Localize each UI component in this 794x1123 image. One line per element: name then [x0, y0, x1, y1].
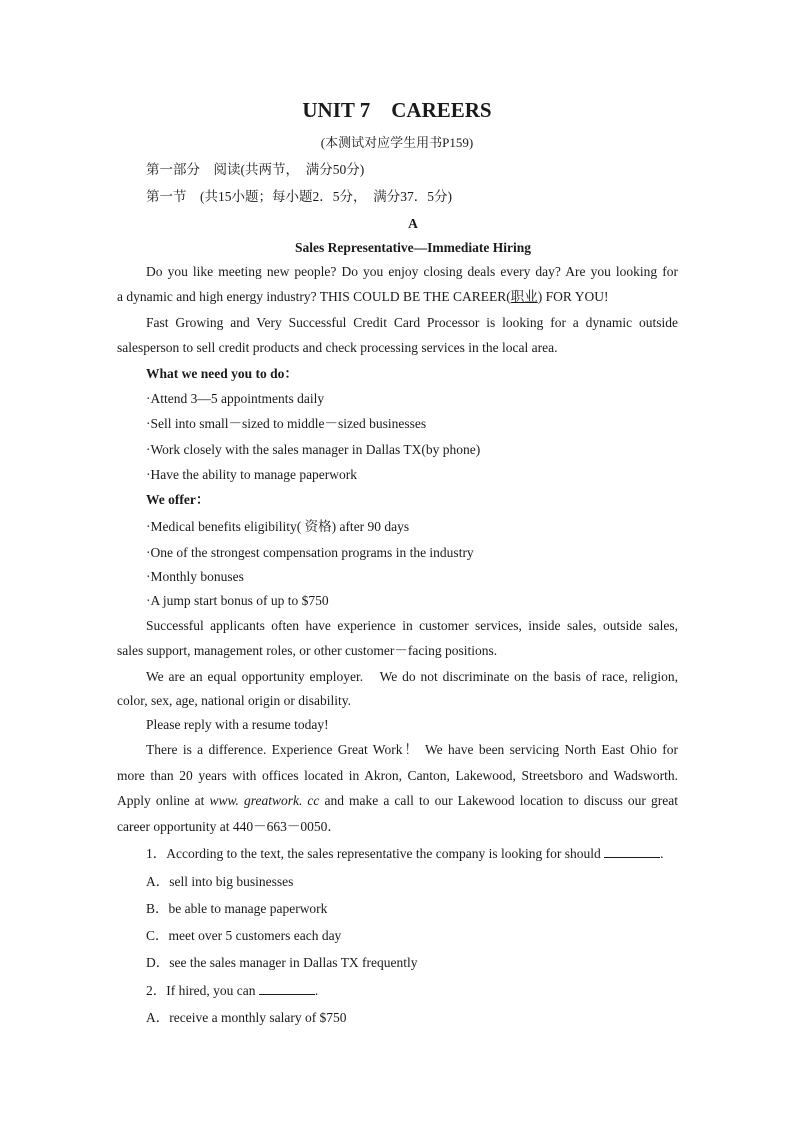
need-item: ·Have the ability to manage paperwork: [146, 467, 358, 482]
offer-item: ·One of the strongest compensation programs in the industry: [146, 545, 474, 560]
offer-item: ·Medical benefits eligibility( 资格) after 90 days: [146, 519, 410, 534]
need-item: ·Work closely with the sales manager in Dallas TX(by phone): [146, 442, 481, 457]
answer-blank: [259, 983, 315, 995]
answer-blank: [604, 846, 660, 858]
question-1-option-d: D．see the sales manager in Dallas TX frequently: [146, 955, 418, 970]
offer-item: ·Monthly bonuses: [146, 569, 244, 584]
difference-paragraph-line-1: There is a difference. Experience Great Work！ We have been servicing North East Ohio for: [146, 742, 678, 757]
intro-paragraph-line-2: a dynamic and high energy industry? THIS COULD BE THE CAREER(职业) FOR YOU!: [117, 289, 609, 304]
need-heading: What we need you to do：: [146, 366, 298, 381]
website-link[interactable]: www. greatwork. cc: [209, 793, 320, 808]
equal-opportunity-line-1: We are an equal opportunity employer. We do not discriminate on the basis of race, religion,: [146, 669, 678, 684]
textbook-reference: (本测试对应学生用书P159): [320, 135, 474, 150]
question-1-option-b: B．be able to manage paperwork: [146, 901, 328, 916]
need-item: ·Attend 3—5 appointments daily: [146, 391, 325, 406]
passage-heading: Sales Representative—Immediate Hiring: [295, 240, 531, 255]
career-gloss: 职业: [510, 289, 538, 304]
unit-title: UNIT 7 CAREERS: [302, 98, 492, 122]
difference-paragraph-line-2: more than 20 years with offices located in Akron, Canton, Lakewood, Streetsboro and Wadsworth.: [117, 768, 678, 783]
difference-paragraph-line-3: Apply online at www. greatwork. cc and make a call to our Lakewood location to discuss our great: [117, 793, 678, 808]
company-paragraph-line-1: Fast Growing and Very Successful Credit Card Processor is looking for a dynamic outside: [146, 315, 678, 330]
intro-paragraph-line-1: Do you like meeting new people? Do you enjoy closing deals every day? Are you looking for: [146, 264, 678, 279]
applicants-paragraph-line-1: Successful applicants often have experience in customer services, inside sales, outside sales,: [146, 618, 678, 633]
section-heading: 第一节 (共15小题；每小题2．5分， 满分37．5分): [146, 189, 452, 204]
need-item: ·Sell into small－sized to middle－sized businesses: [146, 416, 427, 431]
offer-heading: We offer：: [146, 492, 210, 507]
difference-paragraph-line-4: career opportunity at 440－663－0050．: [117, 819, 341, 834]
question-1-option-a: A．sell into big businesses: [146, 874, 294, 889]
company-paragraph-line-2: salesperson to sell credit products and check processing services in the local area.: [117, 340, 558, 355]
part-heading: 第一部分 阅读(共两节， 满分50分): [146, 162, 365, 177]
passage-letter: A: [408, 216, 418, 231]
question-2-option-a: A．receive a monthly salary of $750: [146, 1010, 347, 1025]
question-2-stem: 2．If hired, you can .: [146, 983, 319, 998]
equal-opportunity-line-2: color, sex, age, national origin or disability.: [117, 693, 352, 708]
reply-line: Please reply with a resume today!: [146, 717, 329, 732]
offer-item: ·A jump start bonus of up to $750: [146, 593, 329, 608]
applicants-paragraph-line-2: sales support, management roles, or other customer－facing positions.: [117, 643, 498, 658]
question-1-option-c: C．meet over 5 customers each day: [146, 928, 342, 943]
question-1-stem: 1．According to the text, the sales representative the company is looking for should .: [146, 846, 664, 861]
